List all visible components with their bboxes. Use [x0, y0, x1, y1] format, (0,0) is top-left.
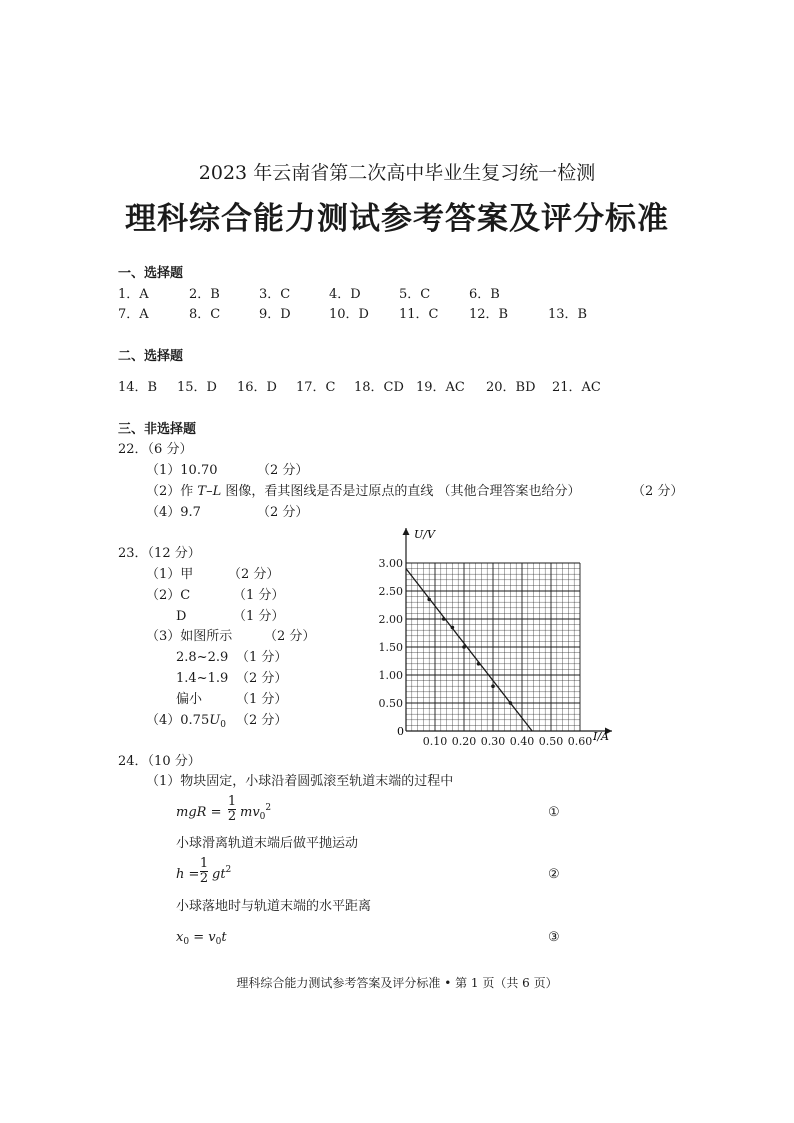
q23-answer-3d: 偏小 [176, 692, 203, 707]
x-tick-label: 0.50 [538, 735, 564, 748]
data-point [462, 645, 466, 649]
data-point [491, 684, 495, 688]
q22-score-2: （2 分） [632, 484, 684, 499]
section2-heading: 二、选择题 [118, 349, 184, 364]
q23-answer-2: （2）C [146, 588, 191, 603]
answer-3: 3．C [259, 287, 291, 302]
page-footer: 理科综合能力测试参考答案及评分标准 • 第 1 页（共 6 页） [236, 976, 558, 990]
q24-text-2: 小球滑离轨道末端后做平抛运动 [176, 836, 359, 851]
fit-line [406, 569, 532, 731]
answer-17: 17．C [296, 380, 336, 395]
q22-score-1: （2 分） [257, 463, 309, 478]
x-tick-label: 0.20 [451, 735, 477, 748]
q23-answer-3: （3）如图所示 [146, 629, 233, 644]
equation-2-rhs: $gt^2$ [212, 865, 232, 882]
u-i-graph [370, 524, 620, 750]
answer-5: 5．C [399, 287, 431, 302]
data-point [442, 617, 446, 621]
document-title: 理科综合能力测试参考答案及评分标准 [125, 201, 669, 237]
answer-15: 15．D [177, 380, 217, 395]
equation-3: $x_0 = v_0t$ [176, 930, 227, 947]
q23-answer-1: （1）甲 [146, 567, 194, 582]
y-tick-label: 2.50 [378, 585, 403, 598]
y-tick-label: 0.50 [378, 697, 403, 710]
q23-label: 23．（12 分） [118, 546, 201, 561]
answer-14: 14．B [118, 380, 158, 395]
equation-1-lhs: mgR = [176, 805, 222, 820]
y-tick-label: 2.00 [378, 613, 403, 626]
answer-6: 6．B [469, 287, 500, 302]
answer-1: 1．A [118, 287, 149, 302]
q23-score-1: （2 分） [228, 567, 280, 582]
y-tick-label: 1.00 [378, 669, 403, 682]
answer-7: 7．A [118, 307, 149, 322]
equation-2-lhs: h = [176, 867, 200, 882]
grid-major [406, 563, 580, 731]
answer-4: 4．D [329, 287, 361, 302]
q23-score-3c: （2 分） [236, 671, 288, 686]
x-tick-label: 0.30 [480, 735, 506, 748]
answer-20: 20．BD [486, 380, 536, 395]
q22-answer-4: （4）9.7 [146, 505, 201, 520]
q24-label: 24．（10 分） [118, 754, 201, 769]
equation-3-mark: ③ [548, 930, 560, 945]
q22-score-4: （2 分） [257, 505, 309, 520]
y-tick-label: 1.50 [378, 641, 403, 654]
answer-2: 2．B [189, 287, 220, 302]
q23-score-2: （1 分） [233, 588, 285, 603]
x-axis-label: I/A [593, 730, 609, 743]
x-tick-label: 0.60 [567, 735, 593, 748]
answer-19: 19．AC [416, 380, 465, 395]
data-point [427, 598, 431, 602]
answer-13: 13．B [548, 307, 588, 322]
y-tick-label: 3.00 [378, 557, 403, 570]
answer-18: 18．CD [354, 380, 404, 395]
equation-1-rhs: $mv_0^2$ [240, 803, 272, 822]
q22-answer-2: （2）作 T–L 图像，看其图线是否是过原点的直线 （其他合理答案也给分） [146, 484, 581, 499]
answer-12: 12．B [469, 307, 509, 322]
section1-heading: 一、选择题 [118, 266, 184, 281]
q22-label: 22．（6 分） [118, 442, 193, 457]
data-point [477, 662, 481, 666]
equation-2-fraction: 1 2 [199, 856, 209, 886]
q23-score-3: （2 分） [264, 629, 316, 644]
answer-9: 9．D [259, 307, 291, 322]
q23-answer-4: $(4)0.75U_0$ [146, 713, 226, 730]
exam-title: 2023 年云南省第二次高中毕业生复习统一检测 [198, 162, 596, 184]
q23-score-3d: （1 分） [236, 692, 288, 707]
equation-1-fraction: 1 2 [227, 794, 237, 824]
answer-21: 21．AC [552, 380, 601, 395]
equation-2-mark: ② [548, 867, 560, 882]
section3-heading: 三、非选择题 [118, 422, 197, 437]
x-tick-label: 0.10 [422, 735, 448, 748]
origin-label: 0 [397, 725, 404, 738]
q23-score-2b: （1 分） [233, 609, 285, 624]
y-axis-label: U/V [414, 528, 435, 541]
data-point [451, 626, 455, 630]
q23-answer-2b: D [176, 609, 187, 624]
answer-10: 10．D [329, 307, 369, 322]
q22-answer-1: （1）10.70 [146, 463, 218, 478]
q23-answer-3b: 2.8~2.9 [176, 650, 229, 665]
x-tick-label: 0.40 [509, 735, 535, 748]
equation-1-mark: ① [548, 805, 560, 820]
q24-text-3: 小球落地时与轨道末端的水平距离 [176, 899, 372, 914]
answer-8: 8．C [189, 307, 221, 322]
answer-11: 11．C [399, 307, 439, 322]
answer-16: 16．D [237, 380, 277, 395]
q24-intro: （1）物块固定，小球沿着圆弧滚至轨道末端的过程中 [146, 774, 454, 789]
q23-answer-3c: 1.4~1.9 [176, 671, 229, 686]
data-point [509, 701, 513, 705]
q23-score-3b: （1 分） [236, 650, 288, 665]
q23-score-4: （2 分） [236, 713, 288, 728]
